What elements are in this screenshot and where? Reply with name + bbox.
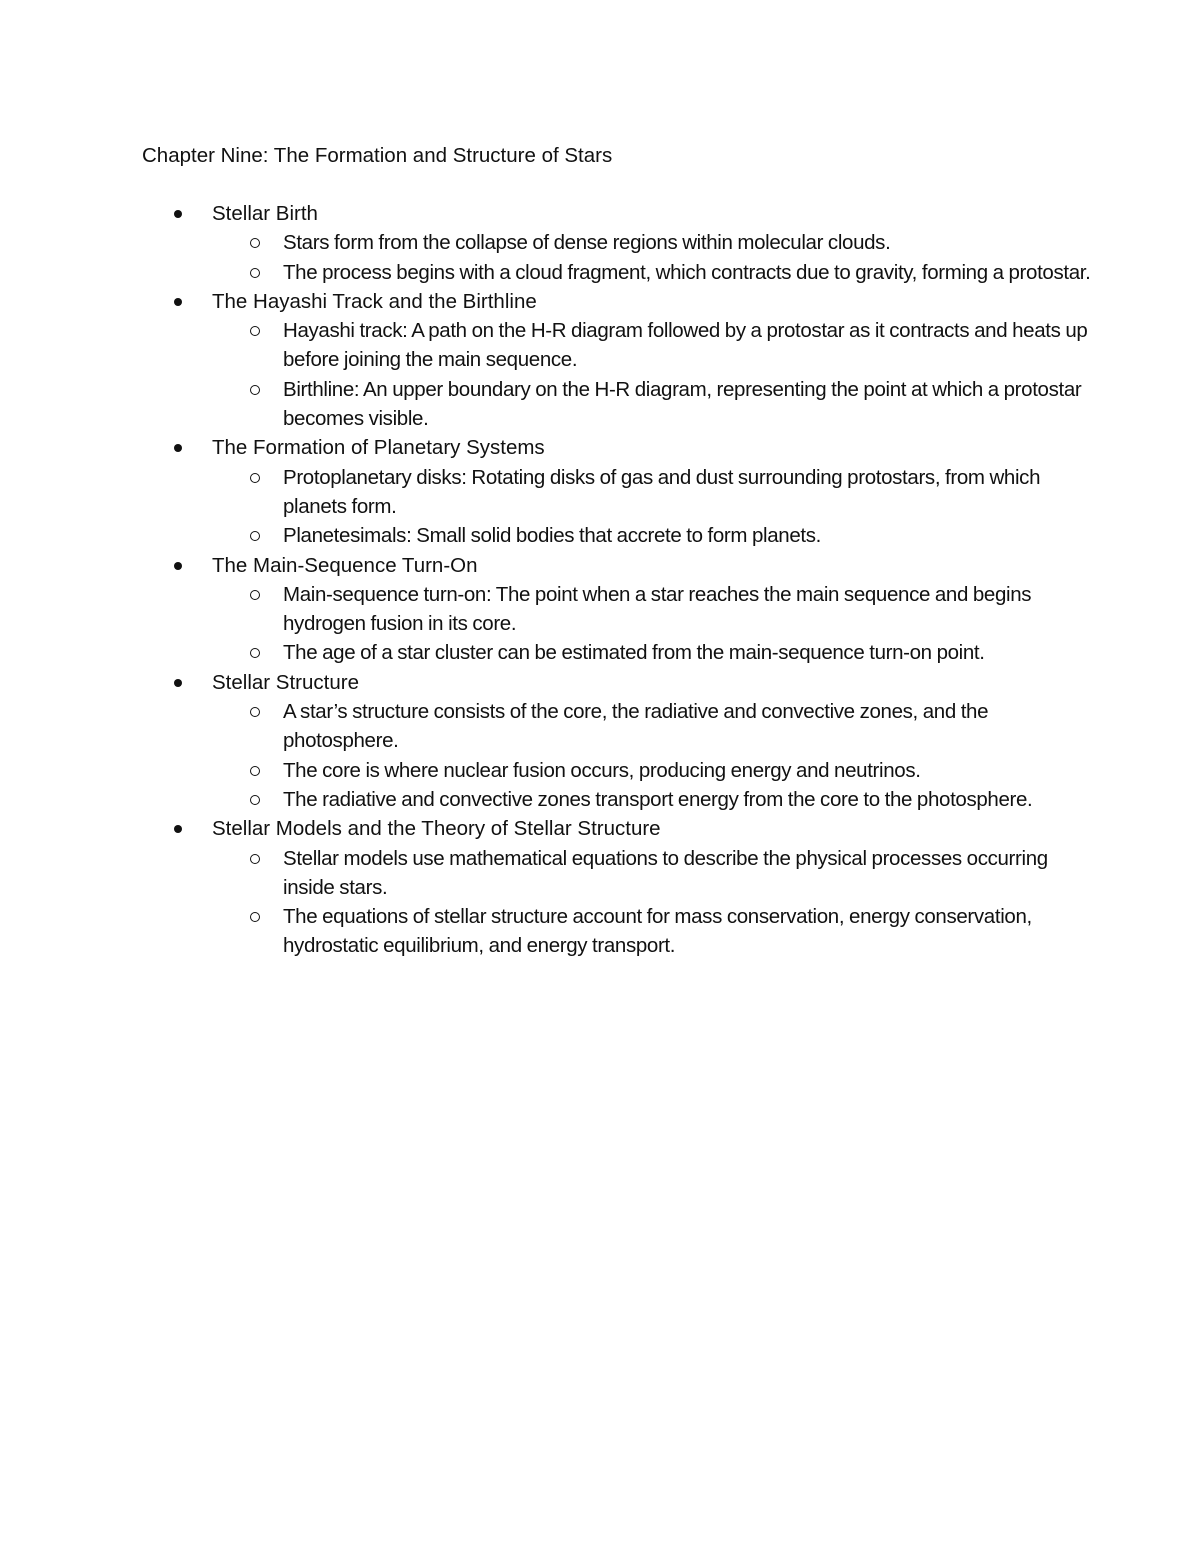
list-item-text: The process begins with a cloud fragment, which contracts due to gravity, forming a protostar. xyxy=(283,260,1091,284)
hollow-bullet-icon xyxy=(250,590,260,600)
list-item xyxy=(212,638,1102,667)
hollow-bullet-icon xyxy=(250,238,260,248)
list-item-text: Hayashi track: A path on the H-R diagram followed by a protostar as it contracts and heats up before joining the main sequence. xyxy=(283,319,1088,372)
list-item xyxy=(212,697,1102,756)
list-item xyxy=(212,521,1102,550)
hollow-bullet-icon xyxy=(250,766,260,776)
list-item xyxy=(212,756,1102,785)
bullet-icon xyxy=(174,825,182,833)
hollow-bullet-icon xyxy=(250,473,260,483)
document-page xyxy=(142,141,1102,961)
sub-list xyxy=(212,228,1102,287)
section-heading: Stellar Models and the Theory of Stellar Structure xyxy=(212,817,661,841)
list-item-text: Planetesimals: Small solid bodies that accrete to form planets. xyxy=(283,524,821,548)
list-item-text: Stellar models use mathematical equations to describe the physical processes occurring inside stars. xyxy=(283,846,1048,899)
bullet-icon xyxy=(174,679,182,687)
section-heading: Stellar Structure xyxy=(212,670,359,694)
list-item xyxy=(212,785,1102,814)
bullet-icon xyxy=(174,444,182,452)
section-heading: The Main-Sequence Turn-On xyxy=(212,553,478,577)
sub-list xyxy=(212,580,1102,668)
list-item-text: Protoplanetary disks: Rotating disks of gas and dust surrounding protostars, from which planets form. xyxy=(283,465,1041,518)
list-item-text: A star’s structure consists of the core, the radiative and convective zones, and the photosphere. xyxy=(283,700,989,753)
list-item xyxy=(212,844,1102,903)
sub-list xyxy=(212,844,1102,961)
list-item xyxy=(212,316,1102,375)
list-item xyxy=(212,258,1102,287)
outline-section xyxy=(142,199,1102,287)
bullet-icon xyxy=(174,298,182,306)
outline-section xyxy=(142,668,1102,814)
section-heading: Stellar Birth xyxy=(212,202,318,225)
outline-section xyxy=(142,433,1102,550)
outline-list xyxy=(142,199,1102,961)
list-item xyxy=(212,228,1102,257)
document-title: Chapter Nine: The Formation and Structure of Stars xyxy=(142,144,613,167)
list-item-text: The radiative and convective zones transport energy from the core to the photosphere. xyxy=(283,787,1033,811)
hollow-bullet-icon xyxy=(250,854,260,864)
list-item-text: Main-sequence turn-on: The point when a star reaches the main sequence and begins hydrogen fusion in its core. xyxy=(283,582,1032,636)
list-item xyxy=(212,580,1102,639)
hollow-bullet-icon xyxy=(250,707,260,717)
outline-section xyxy=(142,814,1102,960)
list-item-text: The age of a star cluster can be estimated from the main-sequence turn-on point. xyxy=(283,641,985,665)
hollow-bullet-icon xyxy=(250,531,260,541)
list-item xyxy=(212,902,1102,961)
hollow-bullet-icon xyxy=(250,385,260,395)
bullet-icon xyxy=(174,210,182,218)
list-item xyxy=(212,463,1102,522)
outline-section xyxy=(142,551,1102,668)
hollow-bullet-icon xyxy=(250,268,260,278)
list-item xyxy=(212,375,1102,434)
section-heading: The Formation of Planetary Systems xyxy=(212,436,545,460)
hollow-bullet-icon xyxy=(250,795,260,805)
sub-list xyxy=(212,316,1102,433)
sub-list xyxy=(212,463,1102,551)
hollow-bullet-icon xyxy=(250,326,260,336)
hollow-bullet-icon xyxy=(250,912,260,922)
outline-section xyxy=(142,287,1102,433)
list-item-text: The core is where nuclear fusion occurs, producing energy and neutrinos. xyxy=(283,758,921,782)
list-item-text: Stars form from the collapse of dense regions within molecular clouds. xyxy=(283,231,891,255)
sub-list xyxy=(212,697,1102,814)
list-item-text: Birthline: An upper boundary on the H-R diagram, representing the point at which a protostar becomes visible. xyxy=(283,377,1082,431)
bullet-icon xyxy=(174,562,182,570)
section-heading: The Hayashi Track and the Birthline xyxy=(212,289,537,313)
hollow-bullet-icon xyxy=(250,648,260,658)
list-item-text: The equations of stellar structure account for mass conservation, energy conservation, hydrostatic equilibrium, and energy transport. xyxy=(283,905,1032,958)
